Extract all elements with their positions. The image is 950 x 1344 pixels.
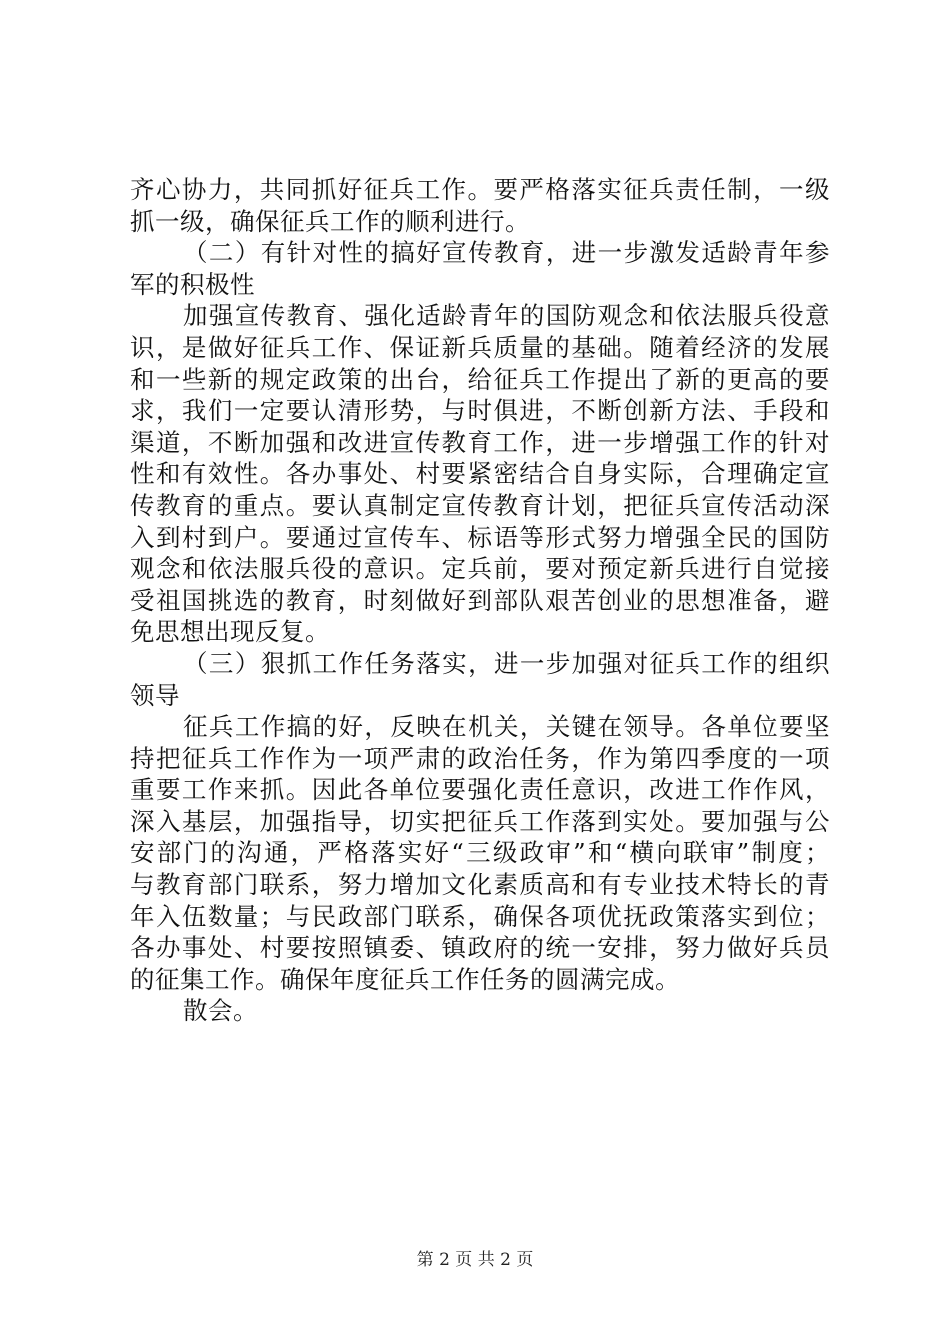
text-line: （二）有针对性的搞好宣传教育，进一步激发适龄青年参: [183, 238, 830, 268]
text-line: 受祖国挑选的教育，时刻做好到部队艰苦创业的思想准备，避: [130, 585, 830, 615]
text-line: 军的积极性: [130, 269, 255, 299]
page-footer: 第 2 页 共 2 页: [416, 1250, 534, 1270]
text-line: 和一些新的规定政策的出台，给征兵工作提出了新的更高的要: [130, 364, 830, 394]
text-line: 传教育的重点。要认真制定宣传教育计划，把征兵宣传活动深: [130, 490, 830, 520]
text-line: 征兵工作搞的好，反映在机关，关键在领导。各单位要坚: [183, 712, 830, 742]
text-line: 深入基层，加强指导，切实把征兵工作落到实处。要加强与公: [130, 806, 830, 836]
text-line: 观念和依法服兵役的意识。定兵前，要对预定新兵进行自觉接: [130, 554, 830, 584]
text-line: 求，我们一定要认清形势，与时俱进，不断创新方法、手段和: [130, 396, 830, 426]
text-line: 识，是做好征兵工作、保证新兵质量的基础。随着经济的发展: [130, 332, 830, 362]
text-line: 渠道，不断加强和改进宣传教育工作，进一步增强工作的针对: [130, 427, 830, 457]
text-line: 齐心协力，共同抓好征兵工作。要严格落实征兵责任制，一级: [130, 175, 830, 204]
text-line: 与教育部门联系，努力增加文化素质高和有专业技术特长的青: [130, 870, 830, 900]
text-line: 安部门的沟通，严格落实好“三级政审”和“横向联审”制度；: [130, 838, 830, 868]
text-line: （三）狠抓工作任务落实，进一步加强对征兵工作的组织: [183, 648, 830, 678]
text-line: 入到村到户。要通过宣传车、标语等形式努力增强全民的国防: [130, 522, 830, 552]
text-line: 重要工作来抓。因此各单位要强化责任意识，改进工作作风，: [130, 775, 830, 805]
text-line: 年入伍数量；与民政部门联系，确保各项优抚政策落实到位；: [130, 901, 830, 931]
text-line: 免思想出现反复。: [130, 617, 330, 647]
text-line: 抓一级，确保征兵工作的顺利进行。: [130, 206, 530, 236]
text-line: 散会。: [183, 996, 258, 1026]
text-line: 领导: [130, 680, 180, 710]
text-line: 加强宣传教育、强化适龄青年的国防观念和依法服兵役意: [183, 301, 830, 331]
text-line: 各办事处、村要按照镇委、镇政府的统一安排，努力做好兵员: [130, 933, 830, 963]
text-line: 持把征兵工作作为一项严肃的政治任务，作为第四季度的一项: [130, 743, 830, 773]
document-body: [130, 174, 830, 1027]
text-line: 的征集工作。确保年度征兵工作任务的圆满完成。: [130, 964, 680, 994]
text-line: 性和有效性。各办事处、村要紧密结合自身实际，合理确定宣: [130, 459, 830, 489]
